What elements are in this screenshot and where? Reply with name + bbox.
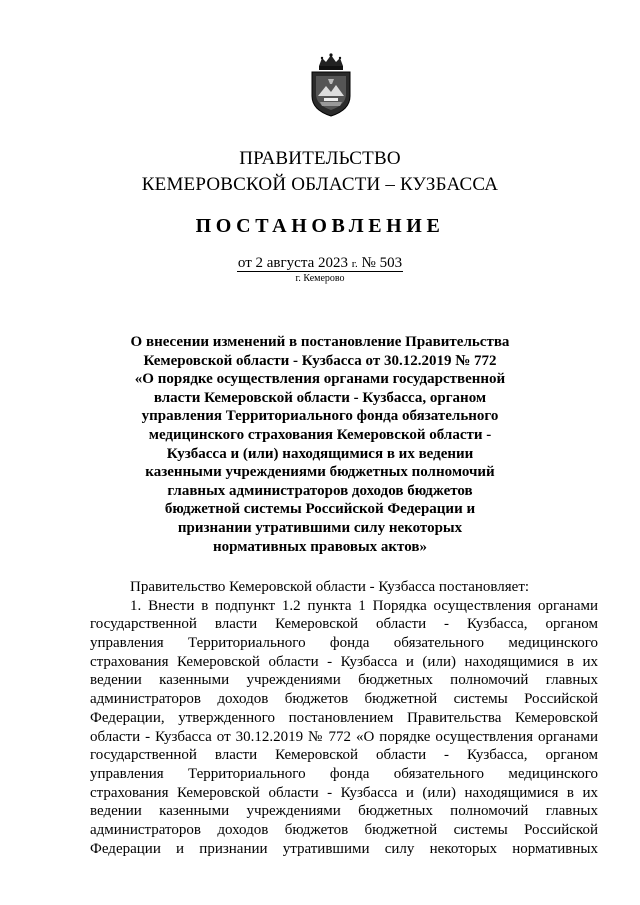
- body-line: ведении казенными учреждениями бюджетных полномочий главных: [90, 803, 598, 820]
- year-suffix: г.: [351, 258, 358, 270]
- body-line: государственной власти Кемеровской области - Кузбасса, органом: [90, 616, 598, 633]
- title-line: бюджетной системы Российской Федерации и: [164, 501, 476, 518]
- body-line: страхования Кемеровской области - Кузбасса и (или) находящимися в их: [90, 784, 598, 801]
- body-line: Федерации и признании утратившими силу некоторых нормативных: [90, 840, 598, 857]
- body-line: Федерации, утвержденного постановлением Правительства Кемеровской: [90, 709, 598, 726]
- document-body: [90, 578, 598, 858]
- body-line: администраторов доходов бюджетов бюджетной системы Российской: [90, 691, 598, 708]
- document-number: № 503: [361, 255, 403, 271]
- document-date: от 2 августа 2023: [237, 255, 348, 271]
- title-line: главных администраторов доходов бюджетов: [167, 482, 473, 499]
- body-line: государственной власти Кемеровской области - Кузбасса, органом: [90, 747, 598, 764]
- body-line: ведении казенными учреждениями бюджетных полномочий главных: [90, 672, 598, 689]
- body-line: 1. Внести в подпункт 1.2 пункта 1 Порядка осуществления органами: [130, 597, 598, 614]
- body-line: администраторов доходов бюджетов бюджетной системы Российской: [90, 821, 598, 838]
- title-line: власти Кемеровской области - Кузбасса, органом: [153, 389, 487, 406]
- government-title-line2: КЕМЕРОВСКОЙ ОБЛАСТИ – КУЗБАССА: [141, 174, 499, 195]
- body-line: страхования Кемеровской области - Кузбасса и (или) находящимися в их: [90, 653, 598, 670]
- document-type: ПОСТАНОВЛЕНИЕ: [195, 215, 445, 237]
- body-line: управления Территориального фонда обязательного медицинского: [90, 765, 598, 782]
- title-line: казенными учреждениями бюджетных полномочий: [145, 464, 495, 481]
- title-line: нормативных правовых актов»: [213, 538, 427, 555]
- title-line: О внесении изменений в постановление Правительства: [130, 334, 510, 350]
- body-line: Правительство Кемеровской области - Кузбасса постановляет:: [130, 579, 530, 595]
- body-line: области - Кузбасса от 30.12.2019 № 772 «О порядке осуществления органами: [90, 728, 598, 745]
- title-line: «О порядке осуществления органами государственной: [134, 371, 506, 388]
- government-title-line1: ПРАВИТЕЛЬСТВО: [239, 148, 401, 169]
- body-line: управления Территориального фонда обязательного медицинского: [90, 635, 598, 652]
- title-line: Кемеровской области - Кузбасса от 30.12.2019 № 772: [143, 352, 497, 369]
- document-date-line: [0, 255, 640, 272]
- title-line: Кузбасса и (или) находящимися в их ведении: [166, 445, 474, 462]
- title-line: признании утратившими силу некоторых: [177, 519, 463, 536]
- title-line: медицинского страхования Кемеровской области -: [148, 426, 492, 443]
- document-title: [120, 333, 520, 556]
- document-date-underlined: [237, 255, 403, 272]
- document-city: г. Кемерово: [295, 273, 345, 284]
- title-line: управления Территориального фонда обязательного: [141, 408, 499, 425]
- coat-of-arms-emblem: [306, 52, 356, 118]
